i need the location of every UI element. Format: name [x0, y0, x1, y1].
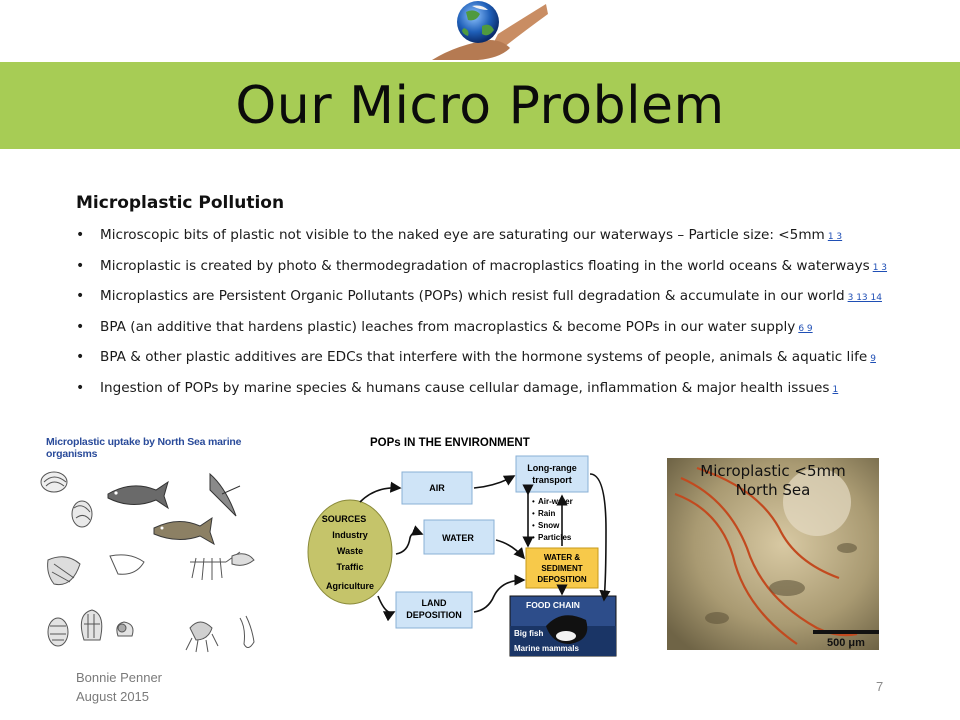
- bullet-list: [76, 226, 946, 409]
- exchange-rain: Rain: [538, 509, 556, 518]
- bullet-item: [76, 318, 946, 349]
- marine-mammals-label: Marine mammals: [514, 644, 579, 653]
- air-label: AIR: [429, 483, 445, 493]
- transport-label: transport: [532, 475, 572, 485]
- food-chain-image: [510, 596, 616, 656]
- globe-hands-logo: [428, 0, 548, 62]
- bullet-text: Ingestion of POPs by marine species & humans cause cellular damage, inflammation & major health issues: [100, 379, 830, 396]
- source-agriculture: Agriculture: [325, 581, 375, 591]
- photo-label-line1: Microplastic <5mm: [700, 462, 846, 480]
- source-traffic: Traffic: [336, 562, 364, 572]
- reference-link[interactable]: 6 9: [798, 323, 813, 334]
- reference-link[interactable]: 9: [870, 354, 876, 364]
- figure-caption: Microplastic uptake by North Sea marine organisms: [46, 436, 242, 460]
- bullet-text: Microplastic is created by photo & thermodegradation of macroplastics floating in the world oceans & waterways: [100, 257, 870, 274]
- water-label: WATER: [442, 533, 474, 543]
- slide-title: Our Micro Problem: [235, 75, 725, 136]
- pops-diagram-svg: [300, 430, 620, 662]
- bullet-text: BPA (an additive that hardens plastic) leaches from macroplastics & become POPs in our water supply: [100, 318, 796, 335]
- microplastic-photo: [667, 458, 879, 650]
- reference-link[interactable]: 1 3: [872, 262, 888, 273]
- bullet-text: Microscopic bits of plastic not visible to the naked eye are saturating our waterways – Particle size: <5mm: [100, 227, 825, 243]
- photo-label-line2: North Sea: [735, 481, 811, 499]
- bullet-item: [76, 379, 946, 410]
- sediment-line2: SEDIMENT: [541, 564, 583, 573]
- source-industry: Industry: [332, 530, 368, 540]
- source-waste: Waste: [336, 546, 364, 556]
- presentation-date: August 2015: [76, 689, 150, 704]
- sediment-line1: WATER &: [543, 553, 581, 562]
- scale-bar-label: 500 μm: [827, 637, 865, 649]
- page-number: 7: [876, 679, 884, 694]
- long-range-transport-box: [516, 456, 588, 492]
- marine-organisms-illustration: [40, 428, 272, 660]
- author-name: Bonnie Penner: [76, 670, 163, 685]
- reference-link[interactable]: 3 13 14: [847, 293, 882, 303]
- footer-author-block: [76, 668, 162, 706]
- land-label: LAND: [421, 598, 447, 608]
- reference-link[interactable]: 1: [832, 384, 839, 395]
- long-range-label: Long-range: [527, 463, 577, 473]
- reference-link[interactable]: 1 3: [827, 232, 843, 242]
- big-fish-label: Big fish: [514, 629, 544, 638]
- svg-text:•: •: [532, 533, 535, 542]
- svg-text:•: •: [532, 509, 535, 518]
- exchange-bullets: [532, 497, 535, 542]
- exchange-snow: Snow: [538, 521, 560, 530]
- bullet-item: [76, 257, 946, 288]
- diagram-title: POPs IN THE ENVIRONMENT: [370, 437, 530, 449]
- svg-text:•: •: [532, 497, 535, 506]
- photo-label: [667, 462, 879, 500]
- exchange-air-water: Air-water: [538, 497, 573, 506]
- bullet-text: Microplastics are Persistent Organic Pollutants (POPs) which resist full degradation & accumulate in our world: [100, 288, 845, 304]
- marine-organisms-figure: [40, 428, 272, 660]
- bullet-text: BPA & other plastic additives are EDCs that interfere with the hormone systems of people, animals & aquatic life: [100, 349, 868, 365]
- sediment-line3: DEPOSITION: [537, 575, 587, 584]
- bullet-item: [76, 348, 946, 379]
- sources-heading: SOURCES: [321, 514, 367, 524]
- section-heading: Microplastic Pollution: [76, 193, 285, 213]
- svg-text:•: •: [532, 521, 535, 530]
- food-chain-label: FOOD CHAIN: [526, 600, 580, 610]
- deposition-label: DEPOSITION: [406, 610, 462, 620]
- bullet-item: [76, 287, 946, 318]
- pops-environment-diagram: [300, 430, 620, 662]
- title-band: [0, 62, 960, 149]
- bullet-item: [76, 226, 946, 257]
- exchange-particles: Particles: [538, 533, 572, 542]
